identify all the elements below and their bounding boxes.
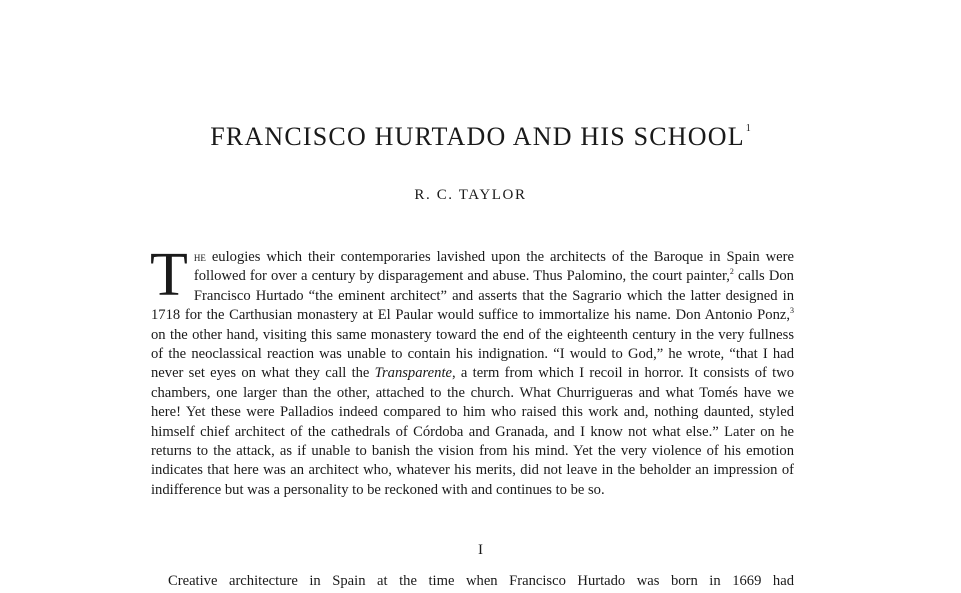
intro-text-1: eulogies which their contemporaries lavished upon the architects of the Baroque in Spain were followed for over a century by disparagement and abuse. Thus Palomino, the court painter, <box>193 249 794 285</box>
intro-paragraph <box>150 241 795 500</box>
footnote-marker-3: 3 <box>790 306 794 316</box>
intro-text-4: , a term from which I recoil in horror. It consists of two chambers, one larger than the other, attached to the church. What Churrigueras and what Tomés have we here! Yet these were Palladios indeed compared to him who raised this work and, nothing daunted, styled himself chief architect of the cathedrals of Córdoba and Granada, and I know not what else.” Later on he returns to the attack, as if unable to banish the vision from his mind. Yet the very violence of his emotion indicates that here was an architect who, whatever his merits, did not leave in the beholder an impression of indifference but was a personality to be reckoned with and continues to be so. <box>151 365 795 498</box>
footnote-marker-2: 2 <box>729 267 734 277</box>
italic-term-transparente: Transparente <box>374 365 452 382</box>
article-author: R. C. TAYLOR <box>414 187 527 203</box>
article-title-text: FRANCISCO HURTADO AND HIS SCHOOL <box>210 122 745 151</box>
section-numeral: I <box>478 542 483 558</box>
intro-text-2: calls Don Francisco Hurtado “the eminent architect” and asserts that the Sagrario which the latter designed in 1718 for the Carthusian monastery at El Paular would suffice to immortalize his name. Don Antonio Ponz, <box>151 268 794 324</box>
drop-cap: T <box>150 241 188 309</box>
title-footnote-marker: 1 <box>745 123 751 134</box>
article-title <box>0 122 961 152</box>
section-first-line: Creative architecture in Spain at the time when Francisco Hurtado was born in 1669 had <box>168 573 794 589</box>
intro-text-3: on the other hand, visiting this same monastery toward the end of the eighteenth century in the very fullness of the neoclassical reaction was unable to contain his indignation. “I would to God,” he wrote, “that I had never set eyes on what they call the <box>151 326 794 382</box>
lead-smallcaps: he <box>193 249 206 264</box>
